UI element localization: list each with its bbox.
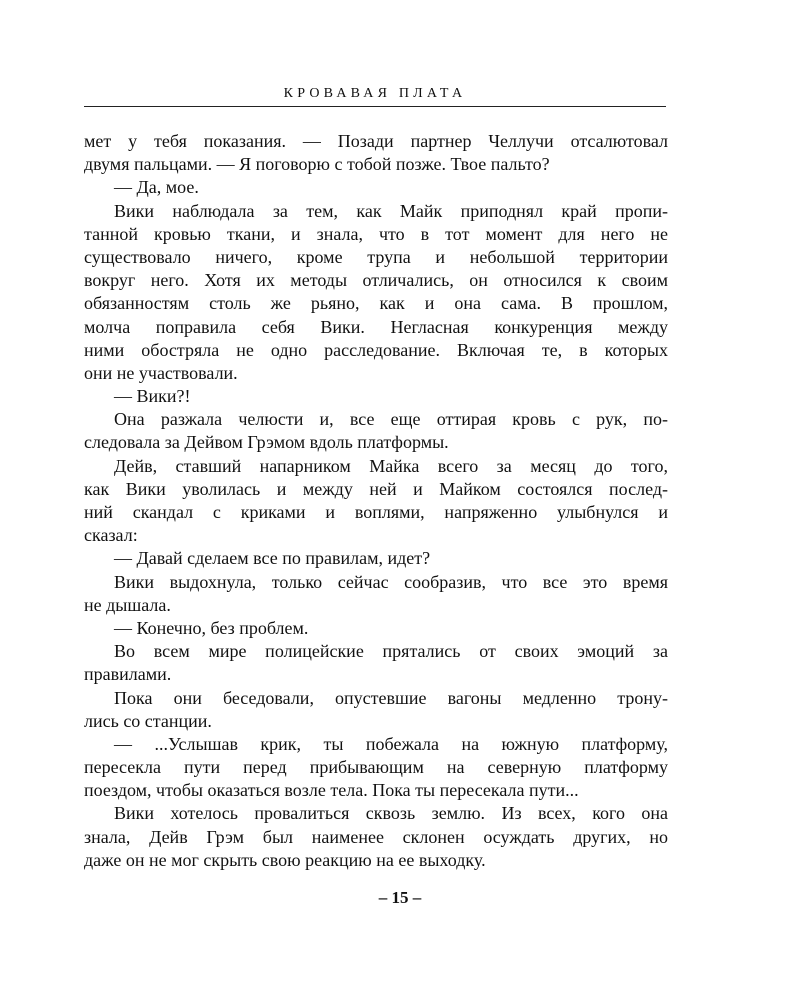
text-line: поездом, чтобы оказаться возле тела. Пока ты пересекала пути... (84, 780, 579, 801)
text-line: вокруг него. Хотя их методы отличались, он относился к своим (84, 270, 668, 291)
text-line: молча поправила себя Вики. Негласная конкуренция между (84, 316, 668, 337)
text-line: они не участвовали. (84, 362, 238, 383)
text-line: обязанностям столь же рьяно, как и она сама. В прошлом, (84, 293, 668, 314)
text-line: Дейв, ставший напарником Майка всего за месяц до того, (114, 455, 668, 476)
text-line: не дышала. (84, 594, 171, 615)
text-line: Вики хотелось провалиться сквозь землю. Из всех, кого она (114, 803, 668, 824)
text-line: — Конечно, без проблем. (114, 617, 309, 638)
text-line: даже он не мог скрыть свою реакцию на ее выходку. (84, 849, 486, 870)
text-line: двумя пальцами. — Я поговорю с тобой позже. Твое пальто? (84, 154, 550, 175)
text-line: танной кровью ткани, и знала, что в тот момент для него не (84, 223, 668, 244)
text-line: Вики выдохнула, только сейчас сообразив, что все это время (114, 571, 668, 592)
text-line: — Да, мое. (114, 177, 199, 198)
text-line: лись со станции. (84, 710, 212, 731)
page-number: – 15 – (378, 888, 422, 907)
text-line: мет у тебя показания. — Позади партнер Челлучи отсалютовал (84, 131, 668, 151)
text-line: Пока они беседовали, опустевшие вагоны медленно трону- (114, 687, 668, 708)
text-line: ний скандал с криками и воплями, напряженно улыбнулся и (84, 502, 668, 522)
text-line: существовало ничего, кроме трупа и небольшой территории (84, 246, 668, 267)
text-line: Вики наблюдала за тем, как Майк приподнял край пропи- (114, 200, 668, 221)
text-line: — Давай сделаем все по правилам, идет? (114, 548, 431, 569)
text-line: знала, Дейв Грэм был наименее склонен осуждать других, но (84, 826, 668, 847)
text-line: Она разжала челюсти и, все еще оттирая кровь с рук, по- (114, 409, 668, 430)
running-head: КРОВАВАЯ ПЛАТА (283, 86, 467, 101)
body-text (84, 130, 668, 872)
text-line: ними обостряла не одно расследование. Включая те, в которых (84, 339, 668, 360)
text-line: правилами. (84, 664, 172, 685)
text-line: следовала за Дейвом Грэмом вдоль платформы. (84, 432, 449, 453)
text-line: — Вики?! (114, 386, 191, 407)
text-line: сказал: (84, 525, 138, 546)
text-line: как Вики уволилась и между ней и Майком состоялся послед- (84, 478, 668, 499)
header-rule (84, 106, 666, 107)
text-line: — ...Услышав крик, ты побежала на южную платформу, (114, 733, 668, 754)
text-line: пересекла пути перед прибывающим на северную платформу (84, 757, 668, 778)
text-line: Во всем мире полицейские прятались от своих эмоций за (114, 641, 668, 662)
